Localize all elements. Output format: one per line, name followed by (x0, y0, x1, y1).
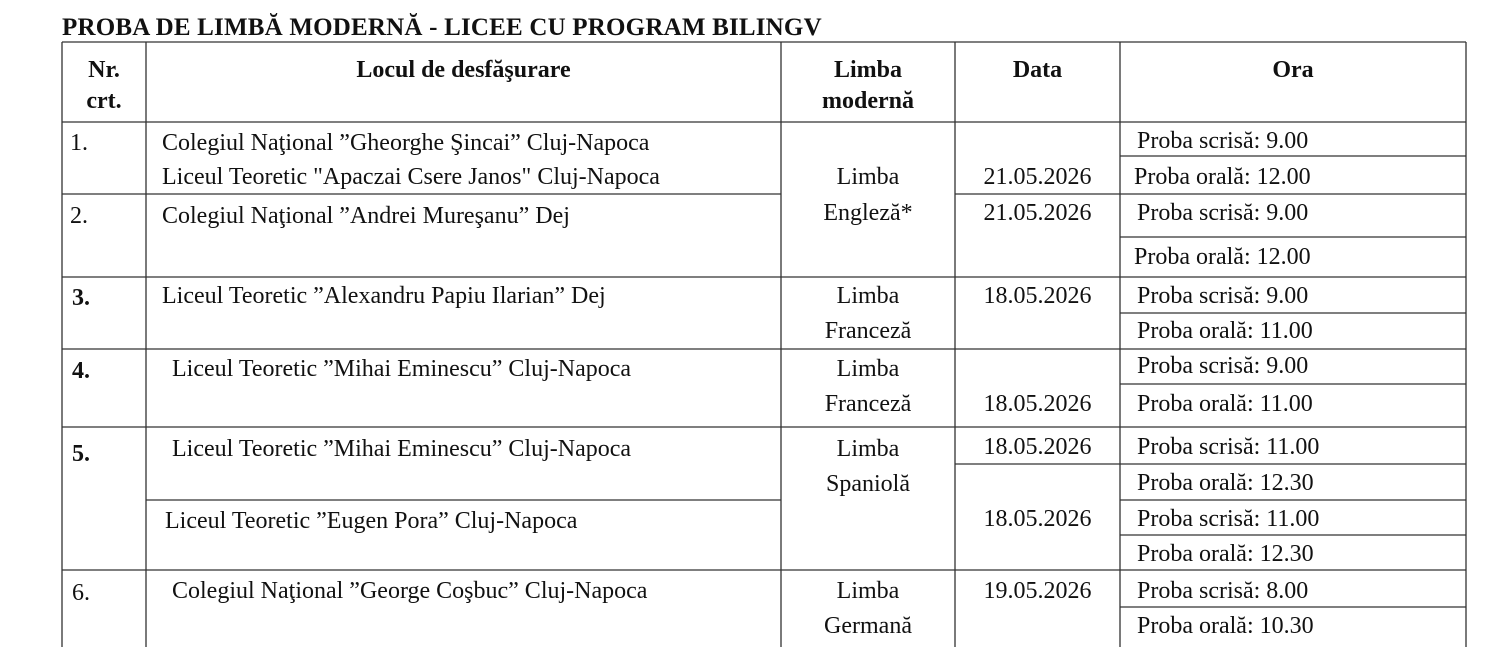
language-name: Franceză (824, 391, 912, 417)
exam-date: 19.05.2026 (983, 578, 1092, 604)
row-number: 5. (72, 441, 90, 467)
row-number: 1. (70, 130, 88, 156)
exam-time: Proba orală: 12.30 (1137, 541, 1314, 567)
row-number: 2. (70, 203, 88, 229)
exam-time: Proba orală: 10.30 (1137, 613, 1314, 639)
exam-time: Proba orală: 12.00 (1134, 244, 1311, 270)
row-number: 3. (72, 285, 90, 311)
exam-time: Proba orală: 11.00 (1137, 391, 1313, 417)
language-name: Limba (836, 164, 900, 190)
header-ora: Ora (1272, 57, 1314, 83)
location-name: Liceul Teoretic ”Eugen Pora” Cluj-Napoca (165, 508, 578, 534)
location-name: Liceul Teoretic ”Mihai Eminescu” Cluj-Napoca (172, 436, 632, 462)
exam-date: 21.05.2026 (983, 200, 1092, 226)
location-name: Colegiul Naţional ”Gheorghe Şincai” Cluj-Napoca (162, 130, 650, 156)
language-name: Engleză* (823, 200, 913, 226)
exam-date: 18.05.2026 (983, 506, 1092, 532)
page-title: PROBA DE LIMBĂ MODERNĂ - LICEE CU PROGRAM BILINGV (62, 14, 822, 41)
language-name: Limba (836, 283, 900, 309)
exam-time: Proba orală: 11.00 (1137, 318, 1313, 344)
language-name: Limba (836, 436, 900, 462)
language-name: Limba (836, 578, 900, 604)
exam-time: Proba scrisă: 11.00 (1137, 506, 1320, 532)
header-nr-line1: Nr. (88, 57, 120, 83)
exam-date: 18.05.2026 (983, 391, 1092, 417)
exam-time: Proba scrisă: 9.00 (1137, 353, 1309, 379)
location-name: Colegiul Naţional ”Andrei Mureşanu” Dej (162, 203, 570, 229)
location-name: Liceul Teoretic ”Mihai Eminescu” Cluj-Napoca (172, 356, 632, 382)
exam-time: Proba orală: 12.30 (1137, 470, 1314, 496)
exam-date: 21.05.2026 (983, 164, 1092, 190)
language-name: Limba (836, 356, 900, 382)
location-name: Colegiul Naţional ”George Coşbuc” Cluj-Napoca (172, 578, 648, 604)
language-name: Franceză (824, 318, 912, 344)
location-name: Liceul Teoretic ”Alexandru Papiu Ilarian” Dej (162, 283, 606, 309)
row-number: 6. (72, 580, 90, 606)
header-data: Data (1012, 57, 1063, 83)
exam-time: Proba scrisă: 9.00 (1137, 283, 1309, 309)
header-limba-line2: modernă (822, 88, 914, 114)
header-limba-line1: Limba (833, 57, 902, 83)
exam-time: Proba orală: 12.00 (1134, 164, 1311, 190)
exam-time: Proba scrisă: 9.00 (1137, 128, 1309, 154)
exam-date: 18.05.2026 (983, 283, 1092, 309)
exam-time: Proba scrisă: 8.00 (1137, 578, 1309, 604)
header-locul: Locul de desfăşurare (356, 57, 571, 83)
location-name: Liceul Teoretic "Apaczai Csere Janos" Cluj-Napoca (162, 164, 660, 190)
row-number: 4. (72, 358, 90, 384)
exam-time: Proba scrisă: 11.00 (1137, 434, 1320, 460)
exam-time: Proba scrisă: 9.00 (1137, 200, 1309, 226)
language-name: Spaniolă (826, 471, 910, 497)
header-nr-line2: crt. (86, 88, 122, 114)
language-name: Germană (824, 613, 912, 639)
exam-date: 18.05.2026 (983, 434, 1092, 460)
